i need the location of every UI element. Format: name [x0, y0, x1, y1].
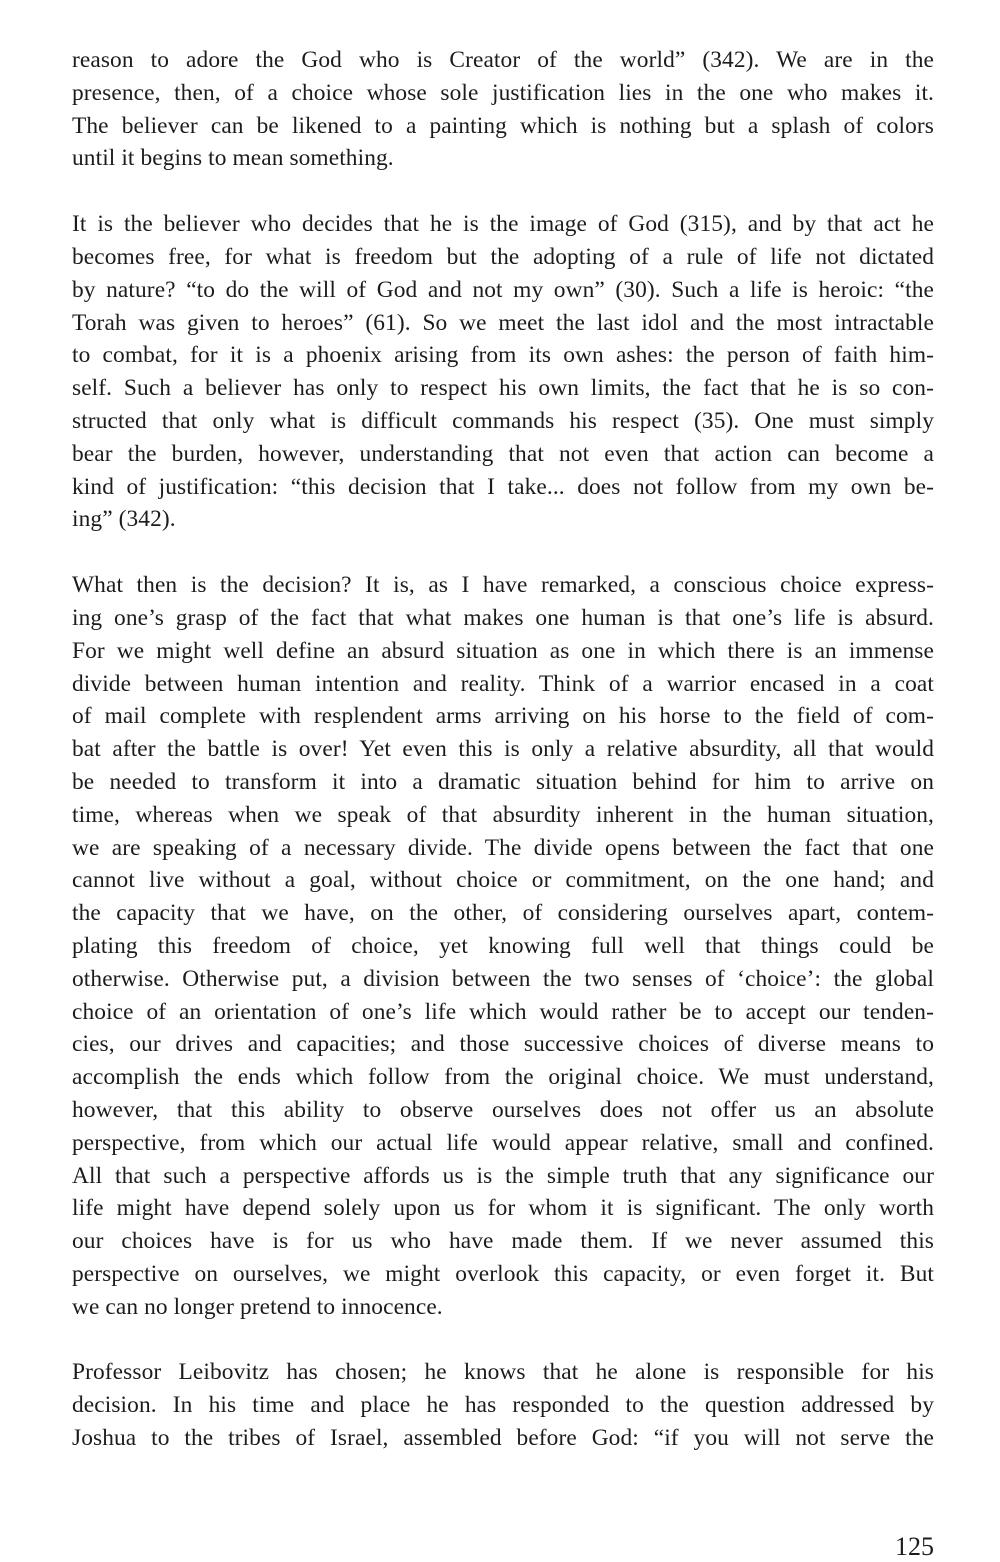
text-line: otherwise. Otherwise put, a division between the two senses of ‘choice’: the global — [72, 965, 934, 992]
text-line: perspective, from which our actual life would appear relative, small and confined. — [72, 1129, 934, 1156]
text-line: ing” (342). — [72, 506, 176, 533]
text-line: we can no longer pretend to innocence. — [72, 1293, 443, 1320]
text-line: life might have depend solely upon us for whom it is significant. The only worth — [72, 1195, 934, 1222]
text-line: be needed to transform it into a dramatic situation behind for him to arrive on — [72, 768, 934, 795]
text-line: reason to adore the God who is Creator of the world” (342). We are in the — [72, 47, 934, 73]
text-line: Joshua to the tribes of Israel, assembled before God: “if you will not serve the — [72, 1425, 934, 1452]
text-line: to combat, for it is a phoenix arising from its own ashes: the person of faith him- — [72, 342, 934, 369]
paragraph-3 — [72, 569, 934, 1323]
text-line: time, whereas when we speak of that absurdity inherent in the human situation, — [72, 801, 934, 828]
text-line: cies, our drives and capacities; and those successive choices of diverse means to — [72, 1031, 934, 1058]
text-line: presence, then, of a choice whose sole justification lies in the one who makes it. — [72, 79, 934, 106]
text-line: self. Such a believer has only to respect his own limits, the fact that he is so con- — [72, 375, 934, 402]
text-line: cannot live without a goal, without choice or commitment, on the one hand; and — [72, 867, 934, 894]
paragraph-1 — [72, 44, 934, 175]
text-line: decision. In his time and place he has responded to the question addressed by — [72, 1392, 934, 1419]
text-line: perspective on ourselves, we might overlook this capacity, or even forget it. But — [72, 1260, 934, 1287]
page-number: 125 — [895, 1532, 934, 1561]
text-line: kind of justification: “this decision that I take... does not follow from my own be- — [72, 473, 934, 500]
text-line: It is the believer who decides that he is the image of God (315), and by that act he — [72, 211, 934, 238]
page-body — [72, 44, 934, 1488]
text-line: Torah was given to heroes” (61). So we meet the last idol and the most intractable — [72, 309, 934, 336]
text-line: by nature? “to do the will of God and not my own” (30). Such a life is heroic: “the — [72, 276, 934, 303]
text-line: the capacity that we have, on the other, of considering ourselves apart, contem- — [72, 900, 934, 927]
text-line: of mail complete with resplendent arms arriving on his horse to the field of com- — [72, 703, 934, 730]
paragraph-2 — [72, 208, 934, 536]
text-line: becomes free, for what is freedom but the adopting of a rule of life not dictated — [72, 243, 934, 270]
text-line: bat after the battle is over! Yet even this is only a relative absurdity, all that would — [72, 736, 934, 763]
text-line: The believer can be likened to a painting which is nothing but a splash of colors — [72, 112, 934, 139]
text-line: plating this freedom of choice, yet knowing full well that things could be — [72, 932, 934, 959]
text-line: our choices have is for us who have made them. If we never assumed this — [72, 1228, 934, 1255]
text-line: For we might well define an absurd situation as one in which there is an immense — [72, 637, 934, 664]
text-line: we are speaking of a necessary divide. The divide opens between the fact that one — [72, 834, 934, 861]
text-line: until it begins to mean something. — [72, 145, 394, 172]
text-line: All that such a perspective affords us is the simple truth that any significance our — [72, 1162, 934, 1189]
paragraph-4 — [72, 1356, 934, 1454]
text-line: What then is the decision? It is, as I have remarked, a conscious choice express- — [72, 572, 934, 599]
text-line: bear the burden, however, understanding that not even that action can become a — [72, 440, 934, 467]
text-line: divide between human intention and reality. Think of a warrior encased in a coat — [72, 670, 934, 697]
text-line: structed that only what is difficult commands his respect (35). One must simply — [72, 407, 934, 434]
text-line: however, that this ability to observe ourselves does not offer us an absolute — [72, 1096, 934, 1123]
text-line: accomplish the ends which follow from the original choice. We must understand, — [72, 1064, 934, 1091]
text-line: choice of an orientation of one’s life which would rather be to accept our tenden- — [72, 998, 934, 1025]
text-line: ing one’s grasp of the fact that what makes one human is that one’s life is absurd. — [72, 604, 934, 631]
text-line: Professor Leibovitz has chosen; he knows that he alone is responsible for his — [72, 1359, 934, 1386]
